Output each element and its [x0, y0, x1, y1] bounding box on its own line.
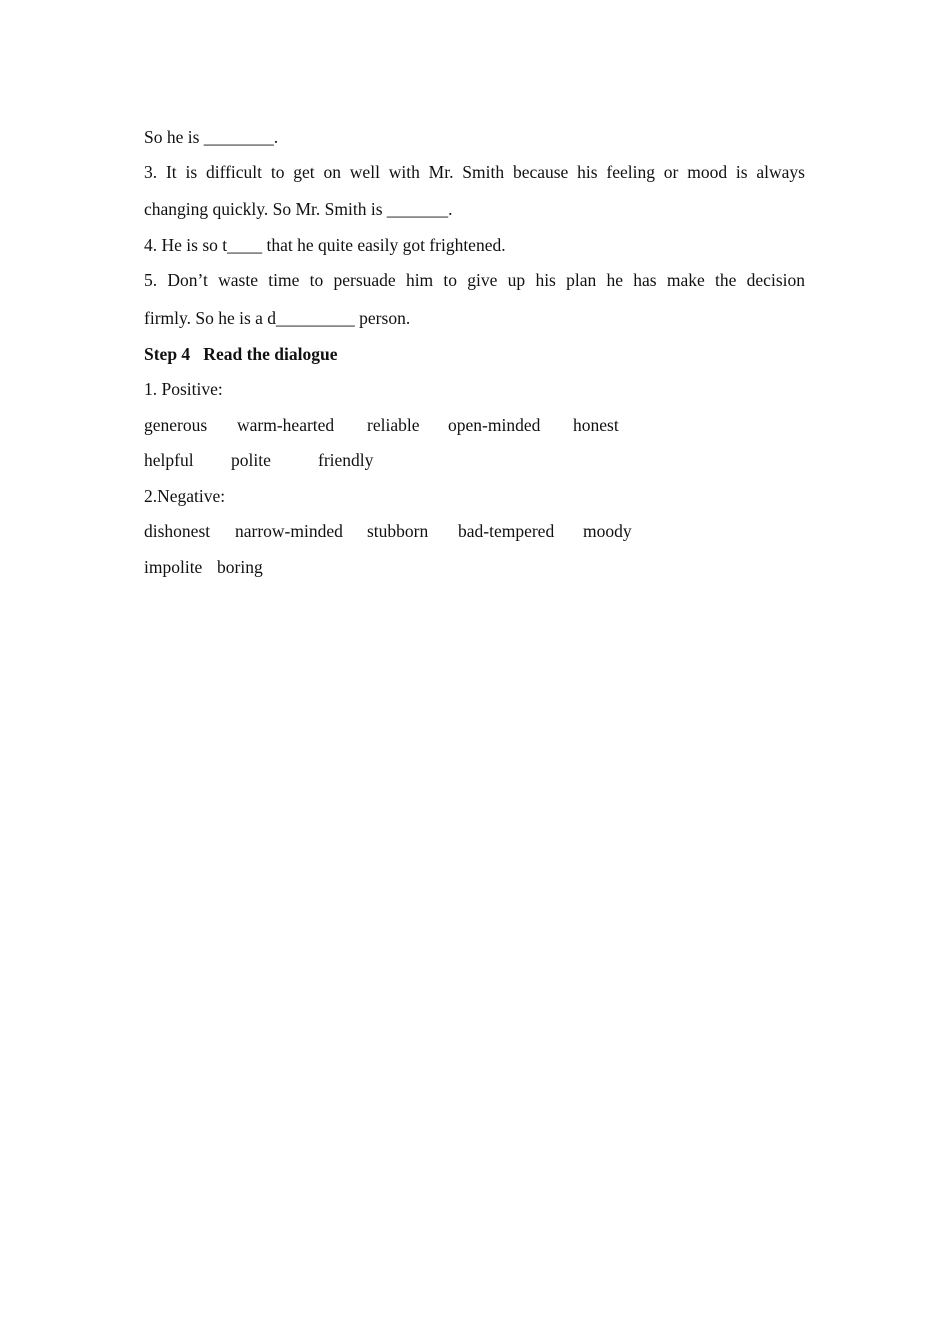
positive-word: polite	[231, 450, 271, 470]
positive-heading: 1. Positive:	[144, 379, 223, 399]
positive-word: reliable	[367, 415, 420, 435]
question-4: 4. He is so t____ that he quite easily got frightened.	[144, 235, 506, 255]
question-3-line-2: changing quickly. So Mr. Smith is _______.	[144, 199, 453, 219]
negative-word: dishonest	[144, 521, 211, 541]
positive-word: friendly	[318, 450, 374, 470]
negative-word: bad-tempered	[458, 521, 555, 541]
negative-word: moody	[583, 521, 632, 541]
positive-word: open-minded	[448, 415, 541, 435]
negative-word: stubborn	[367, 521, 429, 541]
negative-word: narrow-minded	[235, 521, 343, 541]
negative-word: boring	[217, 557, 263, 577]
question-5-line-2: firmly. So he is a d_________ person.	[144, 308, 411, 328]
negative-heading: 2.Negative:	[144, 486, 226, 506]
positive-word: helpful	[144, 450, 194, 470]
positive-word: generous	[144, 415, 208, 435]
question-2-tail: So he is ________.	[144, 127, 279, 147]
positive-word: warm-hearted	[237, 415, 335, 435]
negative-word: impolite	[144, 557, 203, 577]
question-5-line-1: 5. Don’t waste time to persuade him to give up his plan he has make the decision	[144, 270, 805, 290]
positive-word: honest	[573, 415, 619, 435]
step-4-heading: Step 4 Read the dialogue	[144, 344, 338, 364]
question-3-line-1: 3. It is difficult to get on well with Mr. Smith because his feeling or mood is always	[144, 162, 805, 182]
